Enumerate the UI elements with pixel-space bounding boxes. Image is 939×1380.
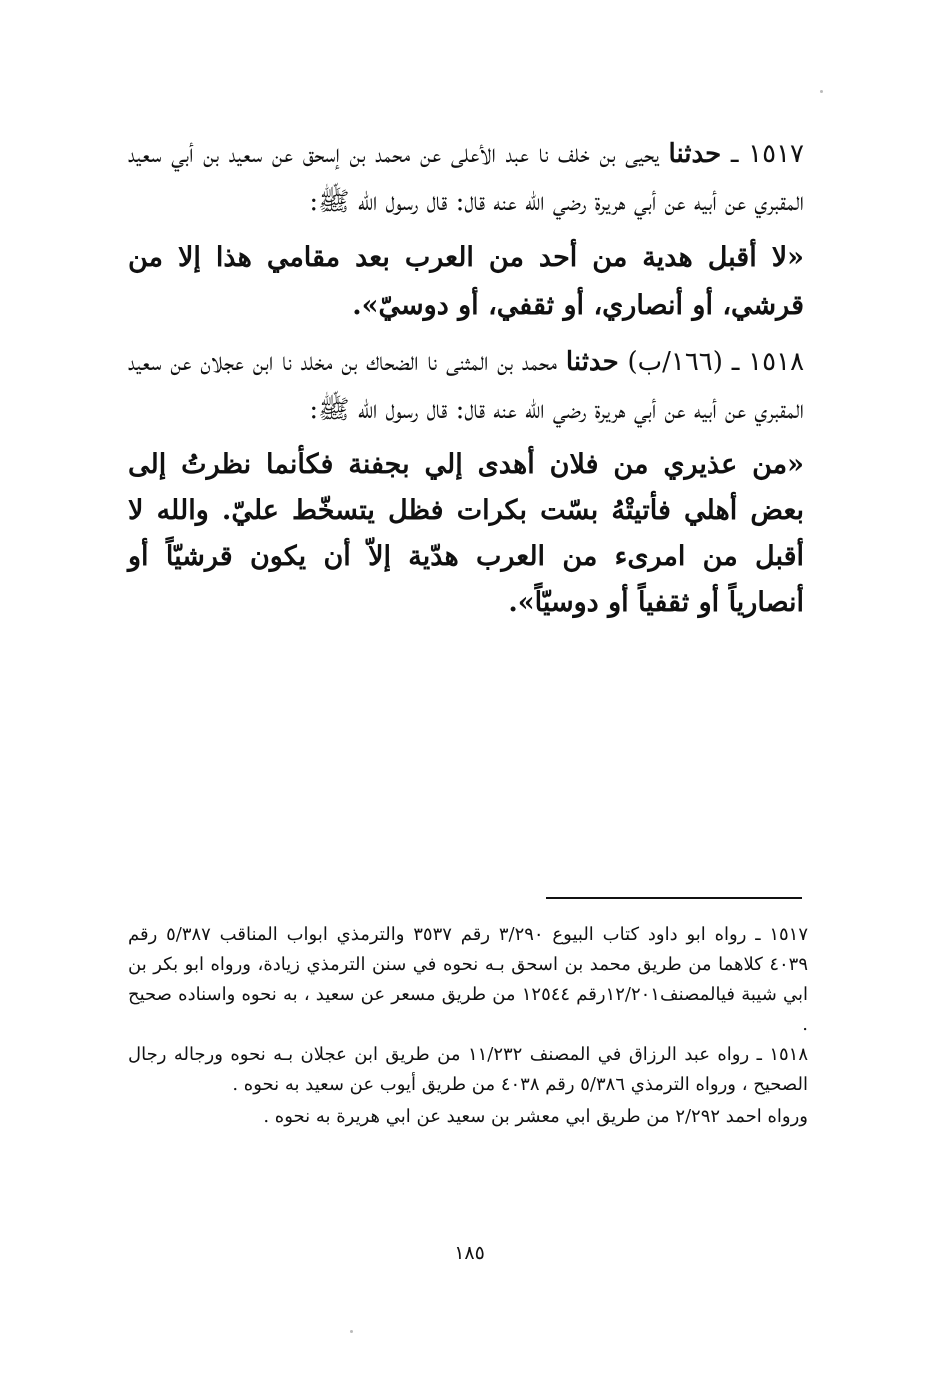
page-number: ١٨٥ — [454, 1242, 485, 1264]
hadith-number: ١٥١٨ ـ (١٦٦/ب) — [627, 347, 805, 377]
hadith-opening: حدثنا — [668, 139, 722, 169]
scan-speck — [350, 1330, 353, 1333]
hadith-1518-isnad — [128, 338, 804, 434]
isnad-text: محمد بن المثنى نا الضحاك بن مخلد نا ابن عجلان عن سعيد المقبري عن أبيه عن أبي هريرة رضي الله عنه قال: قال رسول الله ﷺ: — [128, 347, 804, 425]
hadith-1517-isnad — [128, 130, 804, 226]
footnote-separator — [546, 897, 802, 899]
footnote-1517: ١٥١٧ ـ رواه ابو داود كتاب البيوع ٣/٢٩٠ رقم ٣٥٣٧ والترمذي ابواب المناقب ٥/٣٨٧ رقم ٤٠٣٩ كلاهما من طريق محمد بن اسحق بـه نحوه في سنن الترمذي زيادة، ورواه ابو بكر بن ابي شيبة فيالمصنف١٢/٢٠١رقم ١٢٥٤٤ من طريق مسعر عن سعيد ، به نحوه واسناده صحيح . — [128, 924, 809, 1035]
footnote-1518: ١٥١٨ ـ رواه عبد الرزاق في المصنف ١١/٢٣٢ من طريق ابن عجلان بـه نحوه ورجاله رجال الصحيح ، ورواه الترمذي ٥/٣٨٦ رقم ٤٠٣٨ من طريق أيوب عن سعيد به نحوه . — [128, 1044, 809, 1095]
isnad-text: يحيى بن خلف نا عبد الأعلى عن محمد بن إسحق عن سعيد بن أبي سعيد المقبري عن أبيه عن أبي هريرة رضي الله عنه قال: قال رسول الله ﷺ: — [128, 139, 804, 217]
hadith-1518-matn: «من عذيري من فلان أهدى إلي بجفنة فكأنما نظرتُ إلى بعض أهلي فأتيتْهُ بسّت بكرات فظل يتسخّط عليّ. والله لا أقبل من امرىء من العرب هدّية إلاّ أن يكون قرشيّاً أو أنصارياً أو ثقفياً أو دوسيّاً». — [128, 449, 804, 618]
hadith-1517-matn: «لا أقبل هدية من أحد من العرب بعد مقامي هذا إلا من قرشي، أو أنصاري، أو ثقفي، أو دوسيّ». — [128, 242, 804, 321]
hadith-number: ١٥١٧ ـ — [730, 139, 804, 169]
footnote-1518-extra: ورواه احمد ٢/٢٩٢ من طريق ابي معشر بن سعيد عن ابي هريرة به نحوه . — [263, 1106, 808, 1127]
main-text — [128, 130, 804, 634]
footnotes — [128, 920, 808, 1132]
hadith-opening: حدثنا — [565, 347, 619, 377]
scan-speck — [820, 90, 823, 93]
